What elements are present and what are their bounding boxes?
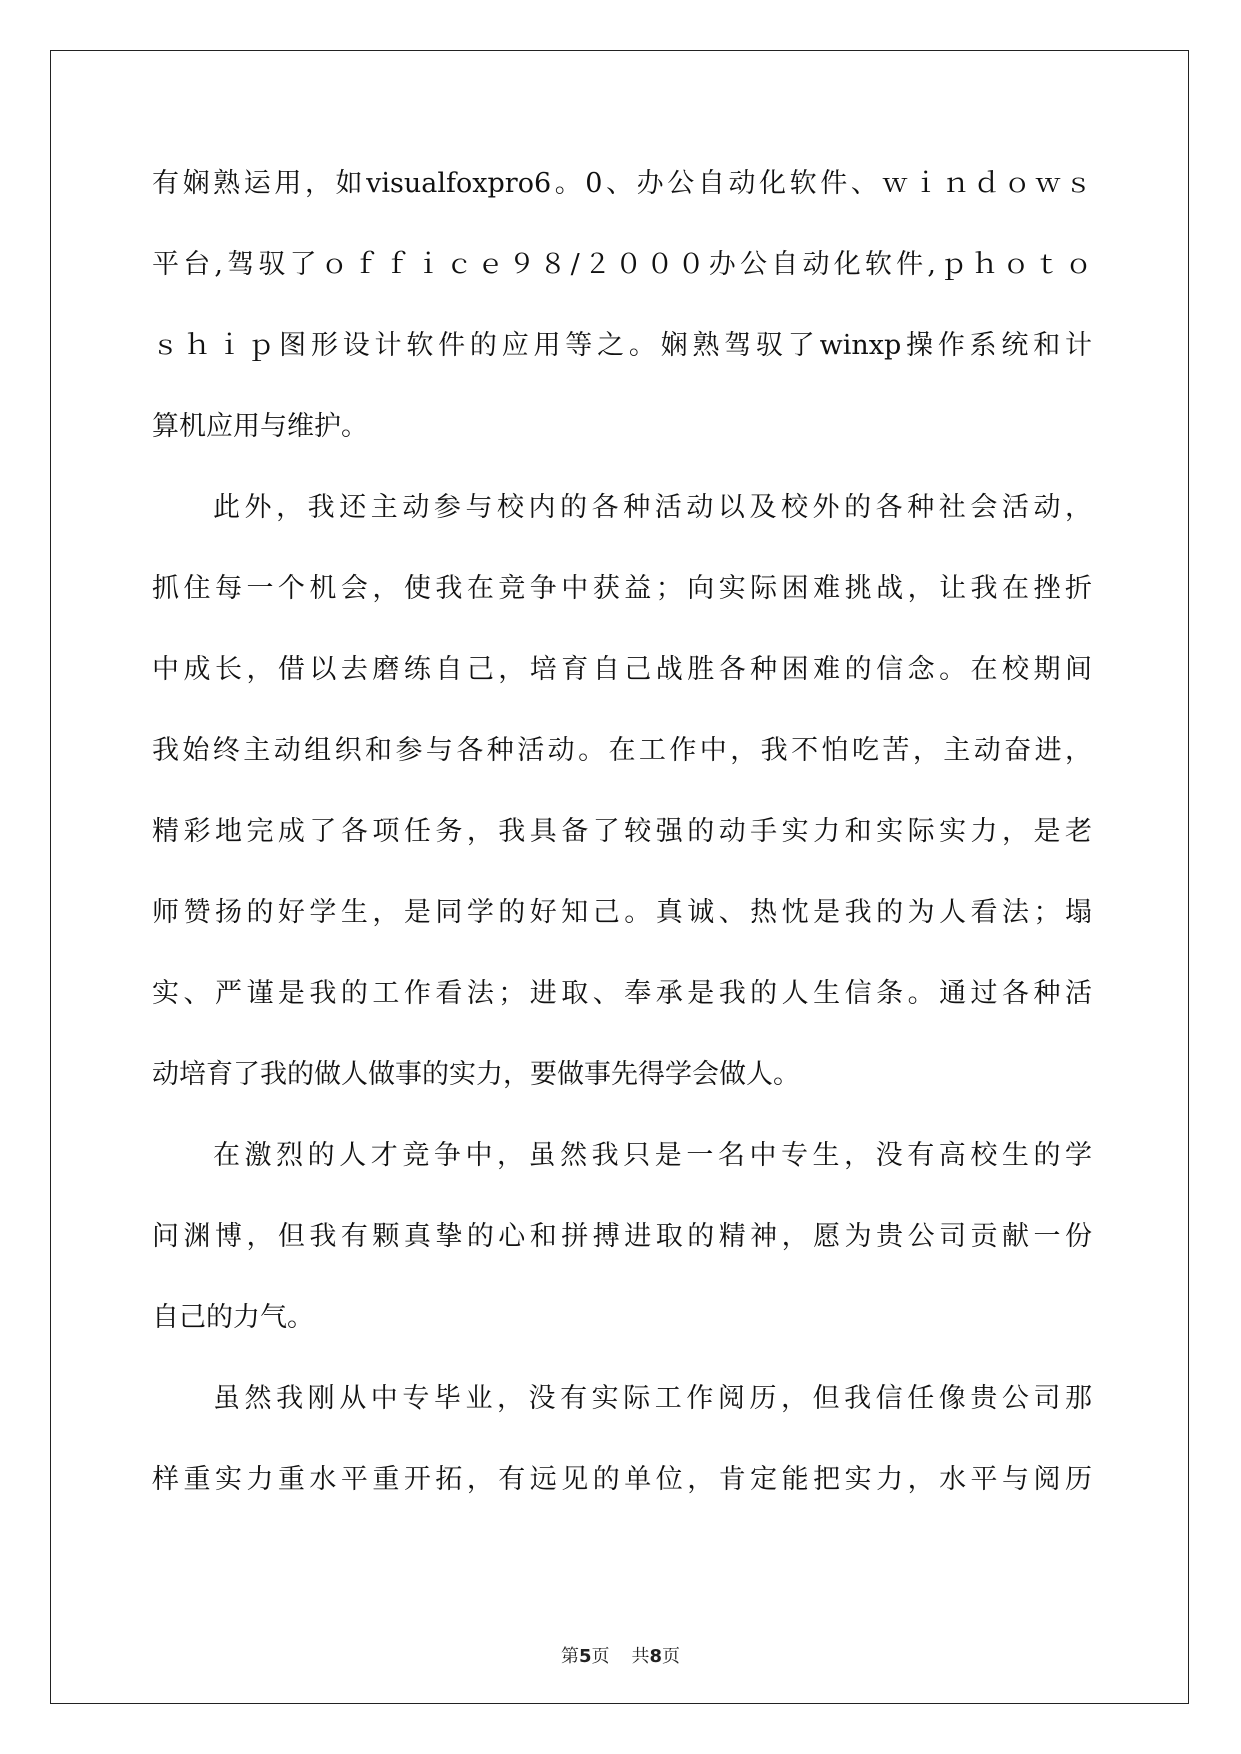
- text-line: 师赞扬的好学生，是同学的好知己。真诚、热忱是我的为人看法；塌: [152, 897, 1092, 928]
- text-line: 中成长，借以去磨练自己，培育自己战胜各种困难的信念。在校期间: [152, 654, 1092, 685]
- page-number: 5: [578, 1646, 592, 1667]
- page-prefix: 第: [560, 1646, 579, 1667]
- paragraph-start-line: 虽然我刚从中专毕业，没有实际工作阅历，但我信任像贵公司那: [213, 1383, 1092, 1414]
- paragraph-start-line: 在激烈的人才竞争中，虽然我只是一名中专生，没有高校生的学: [213, 1140, 1092, 1171]
- text-line: 算机应用与维护。: [152, 411, 368, 442]
- text-line: 我始终主动组织和参与各种活动。在工作中，我不怕吃苦，主动奋进，: [152, 735, 1092, 766]
- total-pages: 8: [649, 1646, 663, 1667]
- page-footer: [0, 1647, 1241, 1667]
- total-prefix: 共: [631, 1646, 650, 1667]
- text-line: 样重实力重水平重开拓，有远见的单位，肯定能把实力，水平与阅历: [152, 1464, 1092, 1495]
- text-line: 抓住每一个机会，使我在竞争中获益；向实际困难挑战，让我在挫折: [152, 573, 1092, 604]
- text-line: 实、严谨是我的工作看法；进取、奉承是我的人生信条。通过各种活: [152, 978, 1092, 1009]
- text-line: 平台,驾驭了ｏｆｆｉｃｅ９８/２０００办公自动化软件,ｐｈｏｔｏ: [152, 249, 1092, 280]
- total-suffix: 页: [662, 1646, 681, 1667]
- text-line: 有娴熟运用，如visualfoxpro6。0、办公自动化软件、ｗｉｎｄｏｗｓ: [152, 168, 1092, 199]
- document-body: [152, 170, 1092, 1493]
- text-line: 问渊博，但我有颗真挚的心和拼搏进取的精神，愿为贵公司贡献一份: [152, 1221, 1092, 1252]
- text-line: 自己的力气。: [152, 1302, 314, 1333]
- paragraph-start-line: 此外，我还主动参与校内的各种活动以及校外的各种社会活动，: [213, 492, 1092, 523]
- page-suffix: 页: [591, 1646, 610, 1667]
- text-line: 精彩地完成了各项任务，我具备了较强的动手实力和实际实力，是老: [152, 816, 1092, 847]
- text-line: 动培育了我的做人做事的实力，要做事先得学会做人。: [152, 1059, 800, 1090]
- text-line: ｓｈｉｐ图形设计软件的应用等之。娴熟驾驭了winxp操作系统和计: [152, 330, 1092, 361]
